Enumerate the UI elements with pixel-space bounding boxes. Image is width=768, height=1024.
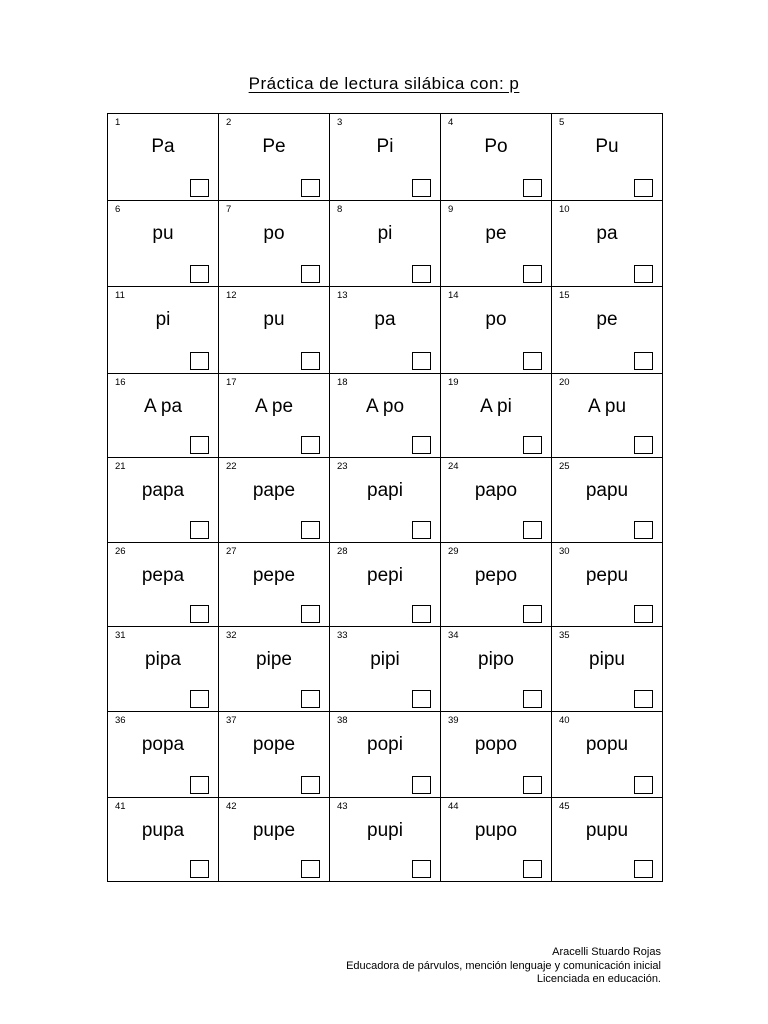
grid-row <box>108 543 663 627</box>
cell-number: 37 <box>226 715 237 726</box>
cell-number: 22 <box>226 461 237 472</box>
syllable-text: pu <box>263 309 285 330</box>
syllable-cell <box>330 287 441 374</box>
cell-number: 9 <box>448 204 454 215</box>
syllable-text: pipe <box>256 649 292 670</box>
syllable-text: pepe <box>252 565 296 586</box>
check-box[interactable] <box>190 776 209 794</box>
check-box[interactable] <box>301 436 320 454</box>
cell-number: 41 <box>115 801 126 812</box>
syllable-cell <box>219 287 330 374</box>
syllable-cell <box>552 201 663 287</box>
syllable-text: Pe <box>262 136 286 157</box>
cell-number: 19 <box>448 377 459 388</box>
grid-row <box>108 201 663 287</box>
check-box[interactable] <box>523 605 542 623</box>
cell-number: 40 <box>559 715 570 726</box>
syllable-cell <box>330 798 441 882</box>
check-box[interactable] <box>634 352 653 370</box>
syllable-text: pepi <box>367 565 403 586</box>
check-box[interactable] <box>634 436 653 454</box>
syllable-cell <box>330 712 441 798</box>
syllable-text: pepu <box>585 565 629 586</box>
check-box[interactable] <box>301 179 320 197</box>
cell-number: 39 <box>448 715 459 726</box>
cell-number: 4 <box>448 117 454 128</box>
cell-number: 23 <box>337 461 348 472</box>
syllable-cell <box>552 543 663 627</box>
cell-number: 17 <box>226 377 237 388</box>
check-box[interactable] <box>523 521 542 539</box>
cell-number: 5 <box>559 117 565 128</box>
cell-number: 34 <box>448 630 459 641</box>
check-box[interactable] <box>634 265 653 283</box>
syllable-text: papu <box>585 480 629 501</box>
cell-number: 2 <box>226 117 232 128</box>
syllable-cell <box>330 201 441 287</box>
syllable-cell <box>552 798 663 882</box>
syllable-text: A pu <box>587 396 627 417</box>
check-box[interactable] <box>523 352 542 370</box>
syllable-text: po <box>263 223 285 244</box>
syllable-text: pipi <box>370 649 400 670</box>
cell-number: 10 <box>559 204 570 215</box>
author-footer <box>346 946 661 987</box>
syllable-cell <box>108 798 219 882</box>
cell-number: 28 <box>337 546 348 557</box>
grid-row <box>108 114 663 201</box>
syllable-cell <box>219 798 330 882</box>
syllable-cell <box>441 374 552 458</box>
check-box[interactable] <box>412 605 431 623</box>
cell-number: 43 <box>337 801 348 812</box>
cell-number: 42 <box>226 801 237 812</box>
check-box[interactable] <box>412 690 431 708</box>
syllable-text: popu <box>585 734 629 755</box>
cell-number: 29 <box>448 546 459 557</box>
grid-row <box>108 712 663 798</box>
cell-number: 45 <box>559 801 570 812</box>
syllable-text: Pu <box>595 136 619 157</box>
syllable-cell <box>219 114 330 201</box>
cell-number: 27 <box>226 546 237 557</box>
syllable-cell <box>552 627 663 712</box>
check-box[interactable] <box>190 179 209 197</box>
author-degree: Licenciada en educación. <box>536 973 661 985</box>
grid-row <box>108 458 663 543</box>
check-box[interactable] <box>190 605 209 623</box>
grid-row <box>108 374 663 458</box>
syllable-text: Pa <box>151 136 175 157</box>
cell-number: 15 <box>559 290 570 301</box>
cell-number: 18 <box>337 377 348 388</box>
cell-number: 20 <box>559 377 570 388</box>
syllable-text: A pe <box>254 396 294 417</box>
grid-row <box>108 627 663 712</box>
cell-number: 32 <box>226 630 237 641</box>
check-box[interactable] <box>634 776 653 794</box>
check-box[interactable] <box>301 352 320 370</box>
check-box[interactable] <box>523 860 542 878</box>
check-box[interactable] <box>301 521 320 539</box>
cell-number: 21 <box>115 461 126 472</box>
syllable-text: popi <box>367 734 403 755</box>
syllable-cell <box>330 543 441 627</box>
cell-number: 36 <box>115 715 126 726</box>
syllable-cell <box>219 458 330 543</box>
syllable-cell <box>441 712 552 798</box>
syllable-cell <box>552 374 663 458</box>
syllable-text: pipu <box>589 649 625 670</box>
check-box[interactable] <box>301 690 320 708</box>
grid-row <box>108 287 663 374</box>
syllable-text: popa <box>141 734 185 755</box>
syllable-cell <box>441 201 552 287</box>
syllable-text: A pi <box>480 396 512 417</box>
syllable-cell <box>441 543 552 627</box>
syllable-text: pe <box>596 309 618 330</box>
cell-number: 33 <box>337 630 348 641</box>
syllable-cell <box>108 374 219 458</box>
author-role: Educadora de párvulos, mención lenguaje y comunicación inicial <box>346 959 661 972</box>
cell-number: 44 <box>448 801 459 812</box>
check-box[interactable] <box>523 690 542 708</box>
syllable-text: papi <box>367 480 403 501</box>
syllable-text: pa <box>374 309 396 330</box>
cell-number: 30 <box>559 546 570 557</box>
syllable-cell <box>108 201 219 287</box>
syllable-text: pi <box>155 309 171 330</box>
syllable-text: pupe <box>252 820 296 841</box>
syllable-grid <box>107 113 663 882</box>
check-box[interactable] <box>634 605 653 623</box>
syllable-text: pupo <box>474 820 518 841</box>
syllable-text: pepo <box>474 565 518 586</box>
check-box[interactable] <box>523 265 542 283</box>
syllable-text: pupu <box>585 820 629 841</box>
cell-number: 7 <box>226 204 232 215</box>
check-box[interactable] <box>634 690 653 708</box>
syllable-cell <box>552 114 663 201</box>
syllable-text: A po <box>365 396 405 417</box>
syllable-cell <box>441 458 552 543</box>
syllable-cell <box>330 627 441 712</box>
syllable-text: papa <box>141 480 185 501</box>
syllable-text: pipa <box>145 649 181 670</box>
syllable-cell <box>219 374 330 458</box>
cell-number: 35 <box>559 630 570 641</box>
syllable-cell <box>108 712 219 798</box>
cell-number: 38 <box>337 715 348 726</box>
grid-row <box>108 798 663 882</box>
cell-number: 8 <box>337 204 343 215</box>
syllable-cell <box>552 458 663 543</box>
syllable-text: pe <box>485 223 507 244</box>
syllable-text: pope <box>252 734 296 755</box>
check-box[interactable] <box>412 179 431 197</box>
cell-number: 14 <box>448 290 459 301</box>
syllable-text: pape <box>252 480 296 501</box>
check-box[interactable] <box>301 605 320 623</box>
check-box[interactable] <box>190 860 209 878</box>
syllable-cell <box>552 712 663 798</box>
syllable-cell <box>330 374 441 458</box>
syllable-cell <box>108 627 219 712</box>
syllable-text: papo <box>474 480 518 501</box>
check-box[interactable] <box>412 521 431 539</box>
syllable-cell <box>330 458 441 543</box>
check-box[interactable] <box>412 265 431 283</box>
check-box[interactable] <box>190 352 209 370</box>
check-box[interactable] <box>523 776 542 794</box>
cell-number: 6 <box>115 204 121 215</box>
check-box[interactable] <box>301 860 320 878</box>
syllable-cell <box>108 458 219 543</box>
syllable-cell <box>219 627 330 712</box>
check-box[interactable] <box>412 776 431 794</box>
cell-number: 16 <box>115 377 126 388</box>
check-box[interactable] <box>634 521 653 539</box>
syllable-text: pupa <box>141 820 185 841</box>
cell-number: 11 <box>115 290 125 301</box>
check-box[interactable] <box>190 521 209 539</box>
syllable-text: pa <box>596 223 618 244</box>
check-box[interactable] <box>634 860 653 878</box>
check-box[interactable] <box>412 436 431 454</box>
syllable-text: Pi <box>376 136 394 157</box>
check-box[interactable] <box>190 265 209 283</box>
check-box[interactable] <box>523 436 542 454</box>
syllable-cell <box>441 627 552 712</box>
syllable-cell <box>330 114 441 201</box>
cell-number: 1 <box>115 117 121 128</box>
syllable-cell <box>108 287 219 374</box>
syllable-text: Po <box>484 136 508 157</box>
check-box[interactable] <box>190 436 209 454</box>
syllable-cell <box>108 114 219 201</box>
check-box[interactable] <box>301 265 320 283</box>
check-box[interactable] <box>634 179 653 197</box>
cell-number: 25 <box>559 461 570 472</box>
page-title: Práctica de lectura silábica con: p <box>248 74 520 93</box>
syllable-text: po <box>485 309 507 330</box>
check-box[interactable] <box>412 860 431 878</box>
cell-number: 24 <box>448 461 459 472</box>
syllable-text: pupi <box>367 820 403 841</box>
syllable-text: pi <box>377 223 393 244</box>
syllable-text: pepa <box>141 565 185 586</box>
cell-number: 12 <box>226 290 237 301</box>
syllable-cell <box>441 798 552 882</box>
cell-number: 13 <box>337 290 348 301</box>
syllable-text: pu <box>152 223 174 244</box>
cell-number: 31 <box>115 630 126 641</box>
check-box[interactable] <box>412 352 431 370</box>
cell-number: 3 <box>337 117 343 128</box>
syllable-cell <box>219 712 330 798</box>
syllable-text: pipo <box>478 649 514 670</box>
syllable-cell <box>441 287 552 374</box>
syllable-text: popo <box>474 734 518 755</box>
syllable-cell <box>219 201 330 287</box>
cell-number: 26 <box>115 546 126 557</box>
author-name: Aracelli Stuardo Rojas <box>552 946 661 958</box>
syllable-text: A pa <box>143 396 183 417</box>
syllable-cell <box>441 114 552 201</box>
check-box[interactable] <box>190 690 209 708</box>
check-box[interactable] <box>523 179 542 197</box>
syllable-cell <box>108 543 219 627</box>
syllable-cell <box>219 543 330 627</box>
check-box[interactable] <box>301 776 320 794</box>
syllable-cell <box>552 287 663 374</box>
